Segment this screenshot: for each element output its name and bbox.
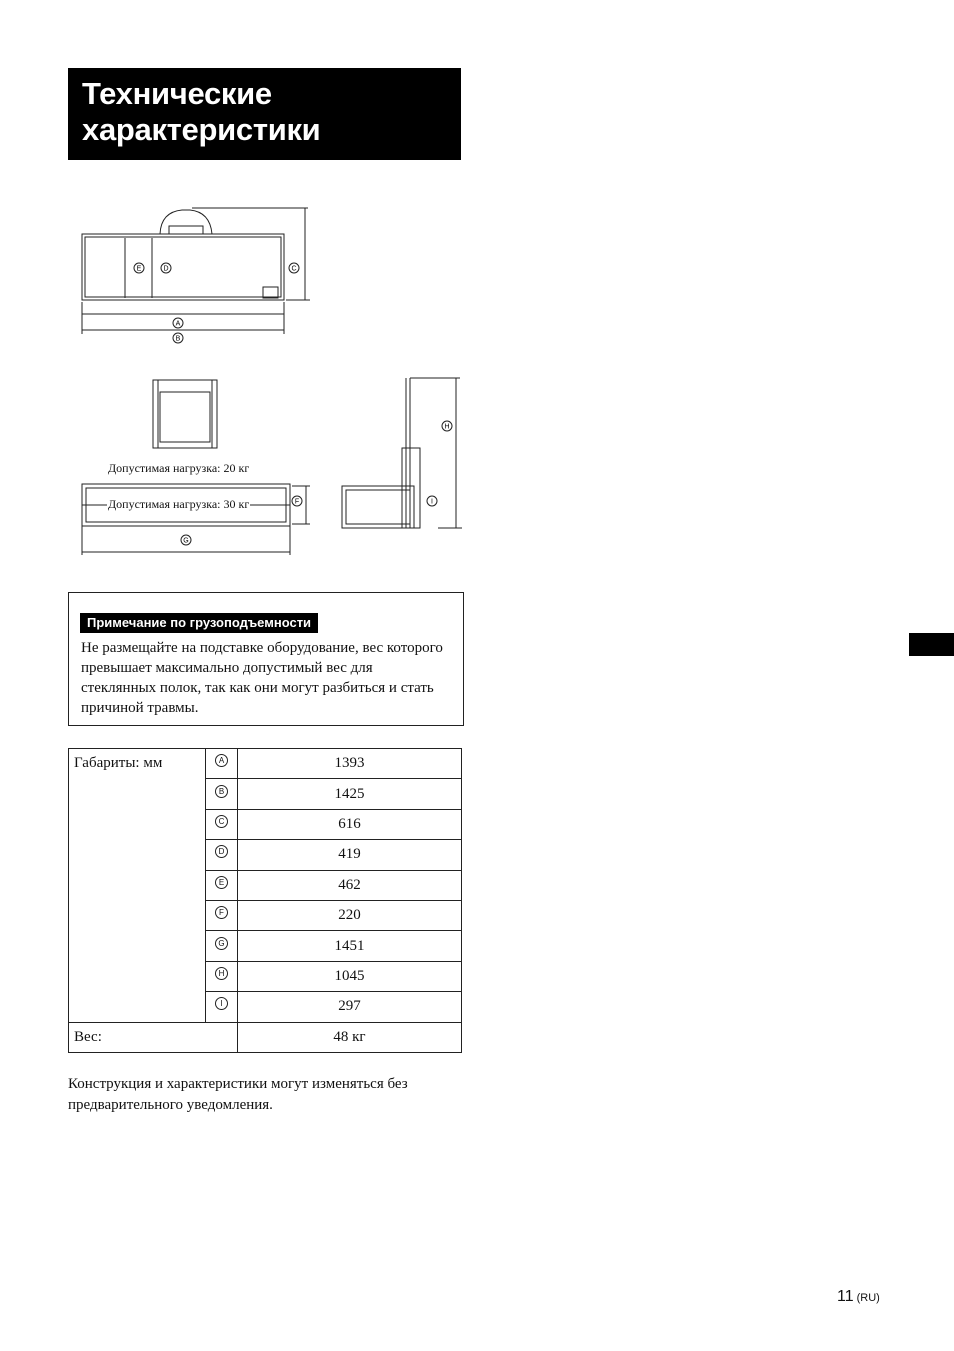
weight-label: Вес:	[69, 1022, 238, 1052]
note-text: Не размещайте на подставке оборудование, вес которого превышает максимально допустимый вес для стеклянных полок, так как они могут разбиться и стать причиной травмы.	[81, 640, 443, 716]
weight-value: 48 кг	[238, 1022, 462, 1052]
dimension-letter: E	[215, 876, 228, 889]
page-number	[837, 1288, 880, 1306]
dimension-letter: F	[215, 906, 228, 919]
title-line-2: характеристики	[82, 112, 321, 147]
label-d: D	[163, 265, 169, 273]
dimension-letter: I	[215, 997, 228, 1010]
label-g: G	[183, 537, 189, 545]
section-title	[68, 68, 461, 160]
dimension-value: 1045	[238, 961, 462, 991]
label-h: H	[444, 423, 450, 431]
dimension-diagram	[60, 180, 480, 570]
dimension-value: 1425	[238, 779, 462, 809]
load-label-upper: Допустимая нагрузка: 20 кг	[108, 461, 250, 475]
label-f: F	[294, 498, 300, 506]
label-c: C	[291, 265, 297, 273]
dimension-value: 616	[238, 809, 462, 839]
label-i: I	[431, 498, 433, 506]
specs-table	[68, 748, 462, 1053]
title-line-1: Технические	[82, 76, 272, 111]
dimension-value: 419	[238, 840, 462, 870]
dimensions-label: Габариты: мм	[69, 749, 206, 1023]
label-a: A	[175, 320, 181, 328]
footnote: Конструкция и характеристики могут изменяться без предварительного уведомления.	[68, 1076, 408, 1113]
dimension-value: 1451	[238, 931, 462, 961]
dimension-value: 1393	[238, 749, 462, 779]
table-row	[69, 749, 462, 779]
dimension-letter: B	[215, 785, 228, 798]
load-label-lower: Допустимая нагрузка: 30 кг	[108, 497, 250, 511]
dimension-value: 297	[238, 992, 462, 1022]
side-tab-marker	[909, 633, 954, 656]
page-number-value: 11	[837, 1288, 854, 1305]
note-heading: Примечание по грузоподъемности	[80, 613, 318, 633]
label-e: E	[136, 265, 142, 273]
dimension-letter: A	[215, 754, 228, 767]
dimension-letter: D	[215, 845, 228, 858]
table-row	[69, 1022, 462, 1052]
dimension-letter: G	[215, 937, 228, 950]
capacity-note	[68, 592, 464, 726]
dimension-letter: C	[215, 815, 228, 828]
page-language: (RU)	[856, 1292, 880, 1304]
dimension-value: 220	[238, 900, 462, 930]
label-b: B	[175, 335, 181, 343]
dimension-letter: H	[215, 967, 228, 980]
dimension-value: 462	[238, 870, 462, 900]
